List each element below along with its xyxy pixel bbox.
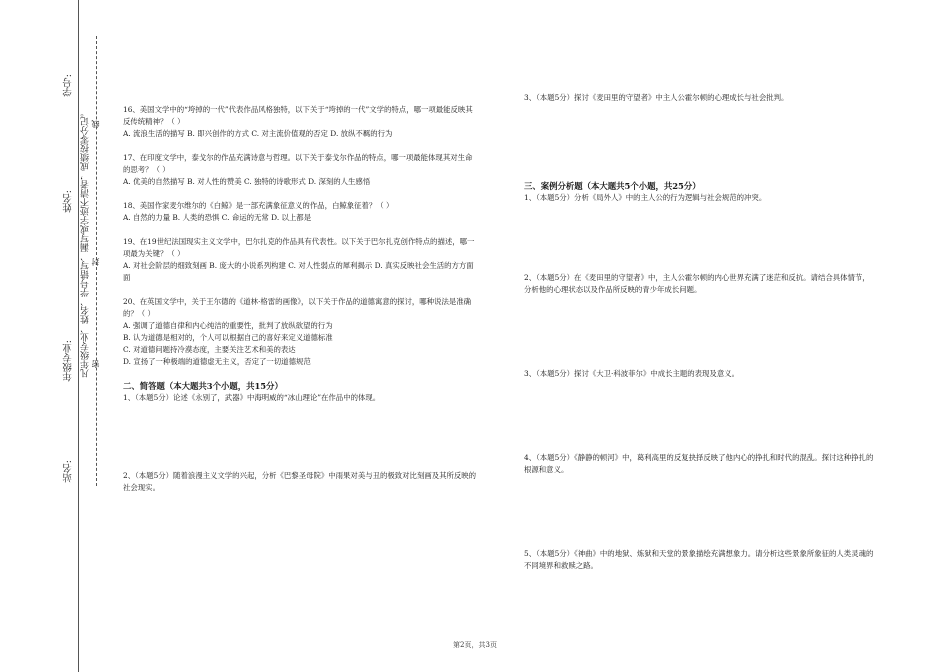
question-options: A. 优美的自然描写 B. 对人性的赞美 C. 独特的诗歌形式 D. 深刻的人生感悟 [123,177,371,186]
seal-mark-3: 线 [91,120,100,128]
case-question: 3、（本题5分）探讨《大卫·科波菲尔》中成长主题的表现及意义。 [524,369,739,378]
case-question: 2、（本题5分）在《麦田里的守望者》中，主人公霍尔顿的内心世界充满了迷茫和反抗。请结合具体情节，分析他的心理状态以及作品所反映的青少年成长问题。 [524,273,870,294]
mc-question [123,236,478,284]
case-question: 5、（本题5分）《神曲》中的地狱、炼狱和天堂的景象描绘充满想象力。请分析这些景象所象征的人类灵魂的不同境界和救赎之路。 [524,549,874,570]
student-id-label: 学号: [63,74,74,97]
case-question: 4、（本题5分）《静静的顿河》中，葛利高里的反复抉择反映了他内心的挣扎和时代的混乱。探讨这种挣扎的根源和意义。 [524,453,874,474]
question-options: A. 流浪生活的描写 B. 即兴创作的方式 C. 对主流价值观的否定 D. 放纵不羁的行为 [123,129,393,138]
binding-notice: 凡年级专业、姓名、学号错写、漏写或字迹不清者，成绩按零分记。 [81,108,91,378]
section-title: 三、案例分析题（本大题共5个小题，共25分） [524,181,701,191]
binding-solid-line [78,0,79,672]
short-answer-question: 3、（本题5分）探讨《麦田里的守望者》中主人公霍尔顿的心理成长与社会批判。 [524,93,789,102]
question-options: A. 自然的力量 B. 人类的恐惧 C. 命运的无常 D. 以上都是 [123,213,312,222]
case-question: 1、（本题5分）分析《局外人》中的主人公的行为逻辑与社会规范的冲突。 [524,193,767,202]
question-option: A. 强调了道德自律和内心纯洁的重要性，批判了放纵欲望的行为 [123,321,333,330]
left-column [123,104,478,494]
question-option: B. 认为道德是相对的，个人可以根据自己的喜好来定义道德标准 [123,333,333,342]
mc-question [123,152,478,188]
mc-question [123,200,478,224]
short-answer-question: 1、（本题5分）论述《永别了，武器》中海明威的“冰山理论”在作品中的体现。 [123,393,381,402]
question-option: D. 宣扬了一种极端的道德虚无主义，否定了一切道德规范 [123,357,311,366]
question-stem: 18、美国作家麦尔维尔的《白鲸》是一部充满象征意义的作品，白鲸象征着？（ ） [123,201,394,210]
question-stem: 17、在印度文学中，泰戈尔的作品充满诗意与哲理。以下关于泰戈尔作品的特点，哪一项最能体现其对生命的思考？（ ） [123,153,473,174]
question-option: C. 对道德问题持冷漠态度，主要关注艺术和美的表达 [123,345,296,354]
binding-margin [0,0,112,672]
seal-mark: 密 [91,360,100,368]
section-title: 二、简答题（本大题共3个小题，共15分） [123,381,283,391]
question-stem: 19、在19世纪法国现实主义文学中，巴尔扎克的作品具有代表性。以下关于巴尔扎克创作特点的描述，哪一项最为关键？（ ） [123,237,475,258]
page-footer: 第2页，共3页 [453,641,497,649]
question-stem: 16、美国文学中的“垮掉的一代”代表作品风格独特，以下关于“垮掉的一代”文学的特点，哪一项最能反映其反传统精神？（ ） [123,105,473,126]
mc-question [123,296,478,368]
right-column [524,92,876,572]
question-stem: 20、在英国文学中，关于王尔德的《道林·格雷的画像》，以下关于作品的道德寓意的探讨，哪种说法是准确的？（ ） [123,297,472,318]
question-options: A. 对社会阶层的细致刻画 B. 庞大的小说系列构建 C. 对人性弱点的犀利揭示 D. 真实反映社会生活的方方面面 [123,261,474,282]
seal-mark-2: 封 [91,258,100,266]
major-label: 年级专业: [63,340,74,382]
name-label: 姓名: [63,190,74,213]
exam-room-label: 站名: [63,460,74,483]
mc-question [123,104,478,140]
short-answer-question: 2、（本题5分）随着浪漫主义文学的兴起，分析《巴黎圣母院》中雨果对美与丑的极致对比刻画及其所反映的社会现实。 [123,471,477,492]
